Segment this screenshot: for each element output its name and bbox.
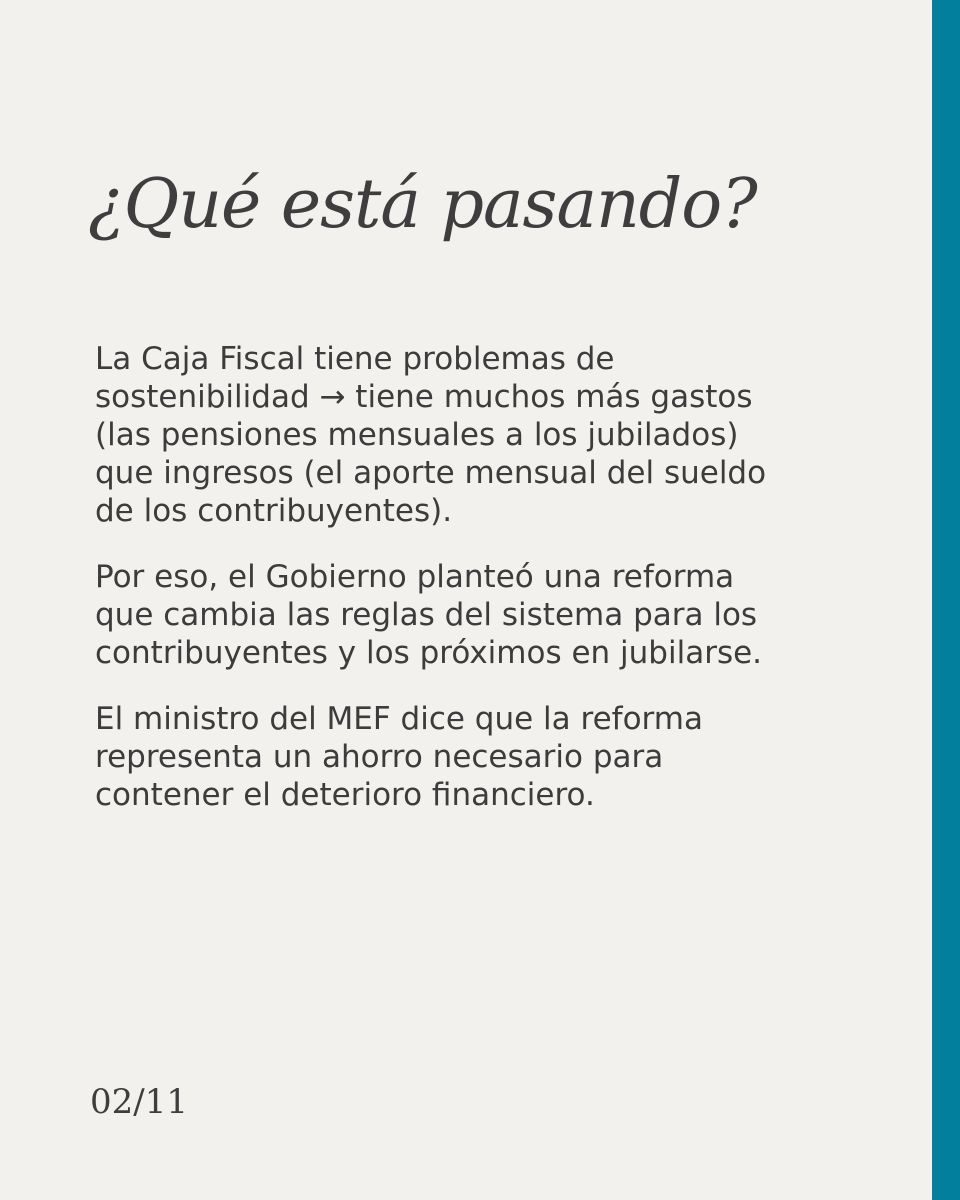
page-number: 02/11: [90, 1082, 188, 1122]
paragraph-reforma: Por eso, el Gobierno planteó una reforma que cambia las reglas del sistema para los contribuyentes y los próximos en jubilarse.: [95, 559, 763, 671]
body-text: [95, 340, 785, 842]
accent-side-bar: [932, 0, 960, 1200]
paragraph-caja-fiscal: La Caja Fiscal tiene problemas de sostenibilidad → tiene muchos más gastos (las pensiones mensuales a los jubilados) que ingresos (el aporte mensual del sueldo de los contribuyentes).: [95, 341, 767, 529]
paragraph-ministro: El ministro del MEF dice que la reforma representa un ahorro necesario para contener el deterioro financiero.: [95, 701, 703, 813]
page-title: ¿Qué está pasando?: [88, 165, 757, 244]
